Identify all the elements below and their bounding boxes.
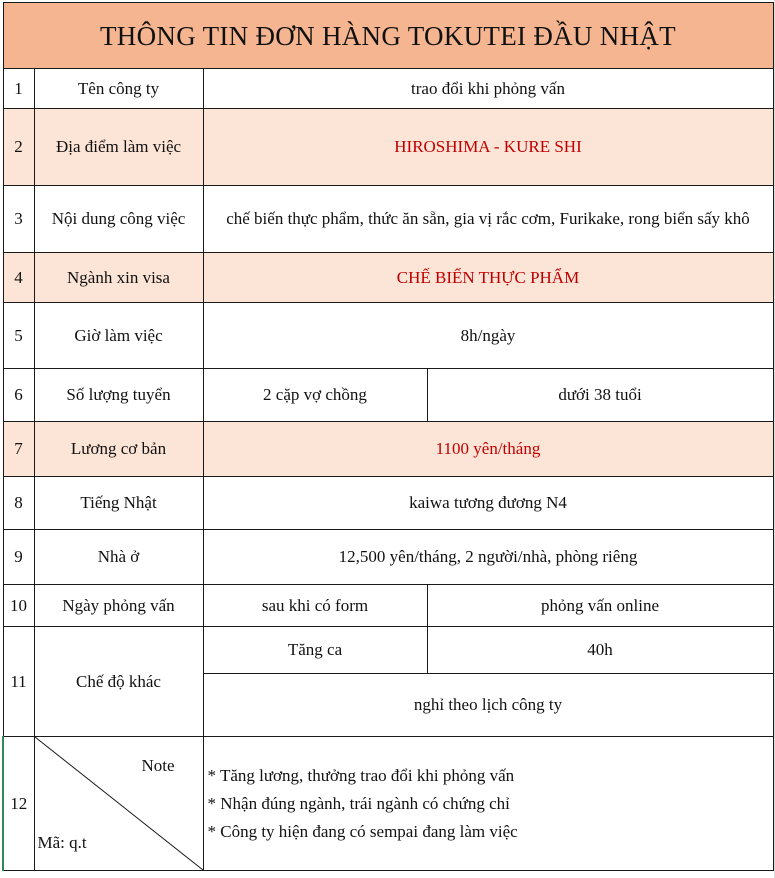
row-label: Tên công ty: [34, 69, 203, 109]
row-label: Nội dung công việc: [34, 186, 203, 253]
row-label: Chế độ khác: [34, 627, 203, 737]
interview-date-value: sau khi có form: [203, 585, 427, 627]
row-label: Lương cơ bản: [34, 422, 203, 477]
recruit-count-value: 2 cặp vợ chồng: [203, 369, 427, 422]
note-label: Note: [141, 756, 175, 775]
table-row: [3, 186, 773, 253]
row-number: 4: [3, 253, 34, 303]
order-info-table: [2, 2, 774, 871]
row-number: 7: [3, 422, 34, 477]
table-row: [3, 737, 773, 871]
row-label: Số lượng tuyển: [34, 369, 203, 422]
row-label: Ngày phỏng vấn: [34, 585, 203, 627]
housing-value: 12,500 yên/tháng, 2 người/nhà, phòng riêng: [203, 530, 773, 585]
japanese-level-value: kaiwa tương đương N4: [203, 477, 773, 530]
row-number: 12: [3, 737, 34, 871]
table-row: [3, 422, 773, 477]
row-label: Tiếng Nhật: [34, 477, 203, 530]
base-salary-value: 1100 yên/tháng: [203, 422, 773, 477]
table-row: [3, 369, 773, 422]
note-header-cell: [34, 737, 203, 871]
row-number: 9: [3, 530, 34, 585]
company-name-value: trao đổi khi phỏng vấn: [203, 69, 773, 109]
job-content-value: chế biến thực phẩm, thức ăn sẵn, gia vị rắc cơm, Furikake, rong biển sấy khô: [203, 186, 773, 253]
table-row: [3, 69, 773, 109]
notes-cell: [203, 737, 773, 871]
holiday-value: nghỉ theo lịch công ty: [203, 674, 773, 737]
table-row: [3, 477, 773, 530]
overtime-value: 40h: [427, 627, 773, 674]
visa-category-value: CHẾ BIẾN THỰC PHẨM: [203, 253, 773, 303]
row-label: Nhà ở: [34, 530, 203, 585]
table-row: [3, 303, 773, 369]
row-number: 3: [3, 186, 34, 253]
working-hours-value: 8h/ngày: [203, 303, 773, 369]
interview-mode-value: phỏng vấn online: [427, 585, 773, 627]
note-line: * Nhận đúng ngành, trái ngành có chứng chỉ: [207, 793, 510, 813]
work-location-value: HIROSHIMA - KURE SHI: [203, 109, 773, 186]
overtime-label: Tăng ca: [203, 627, 427, 674]
note-line: * Tăng lương, thưởng trao đổi khi phỏng vấn: [207, 765, 515, 785]
row-label: Giờ làm việc: [34, 303, 203, 369]
row-number: 10: [3, 585, 34, 627]
table-row: [3, 109, 773, 186]
table-row: [3, 530, 773, 585]
table-title: THÔNG TIN ĐƠN HÀNG TOKUTEI ĐẦU NHẬT: [3, 3, 773, 69]
table-row: [3, 627, 773, 674]
row-number: 1: [3, 69, 34, 109]
row-number: 11: [3, 627, 34, 737]
row-number: 6: [3, 369, 34, 422]
age-limit-value: dưới 38 tuổi: [427, 369, 773, 422]
table-row: [3, 585, 773, 627]
code-label: Mã: q.t: [37, 833, 87, 852]
row-number: 2: [3, 109, 34, 186]
note-line: * Công ty hiện đang có sempai đang làm việc: [207, 821, 518, 841]
row-number: 5: [3, 303, 34, 369]
row-label: Địa điểm làm việc: [34, 109, 203, 186]
table-row: [3, 253, 773, 303]
row-number: 8: [3, 477, 34, 530]
row-label: Ngành xin visa: [34, 253, 203, 303]
